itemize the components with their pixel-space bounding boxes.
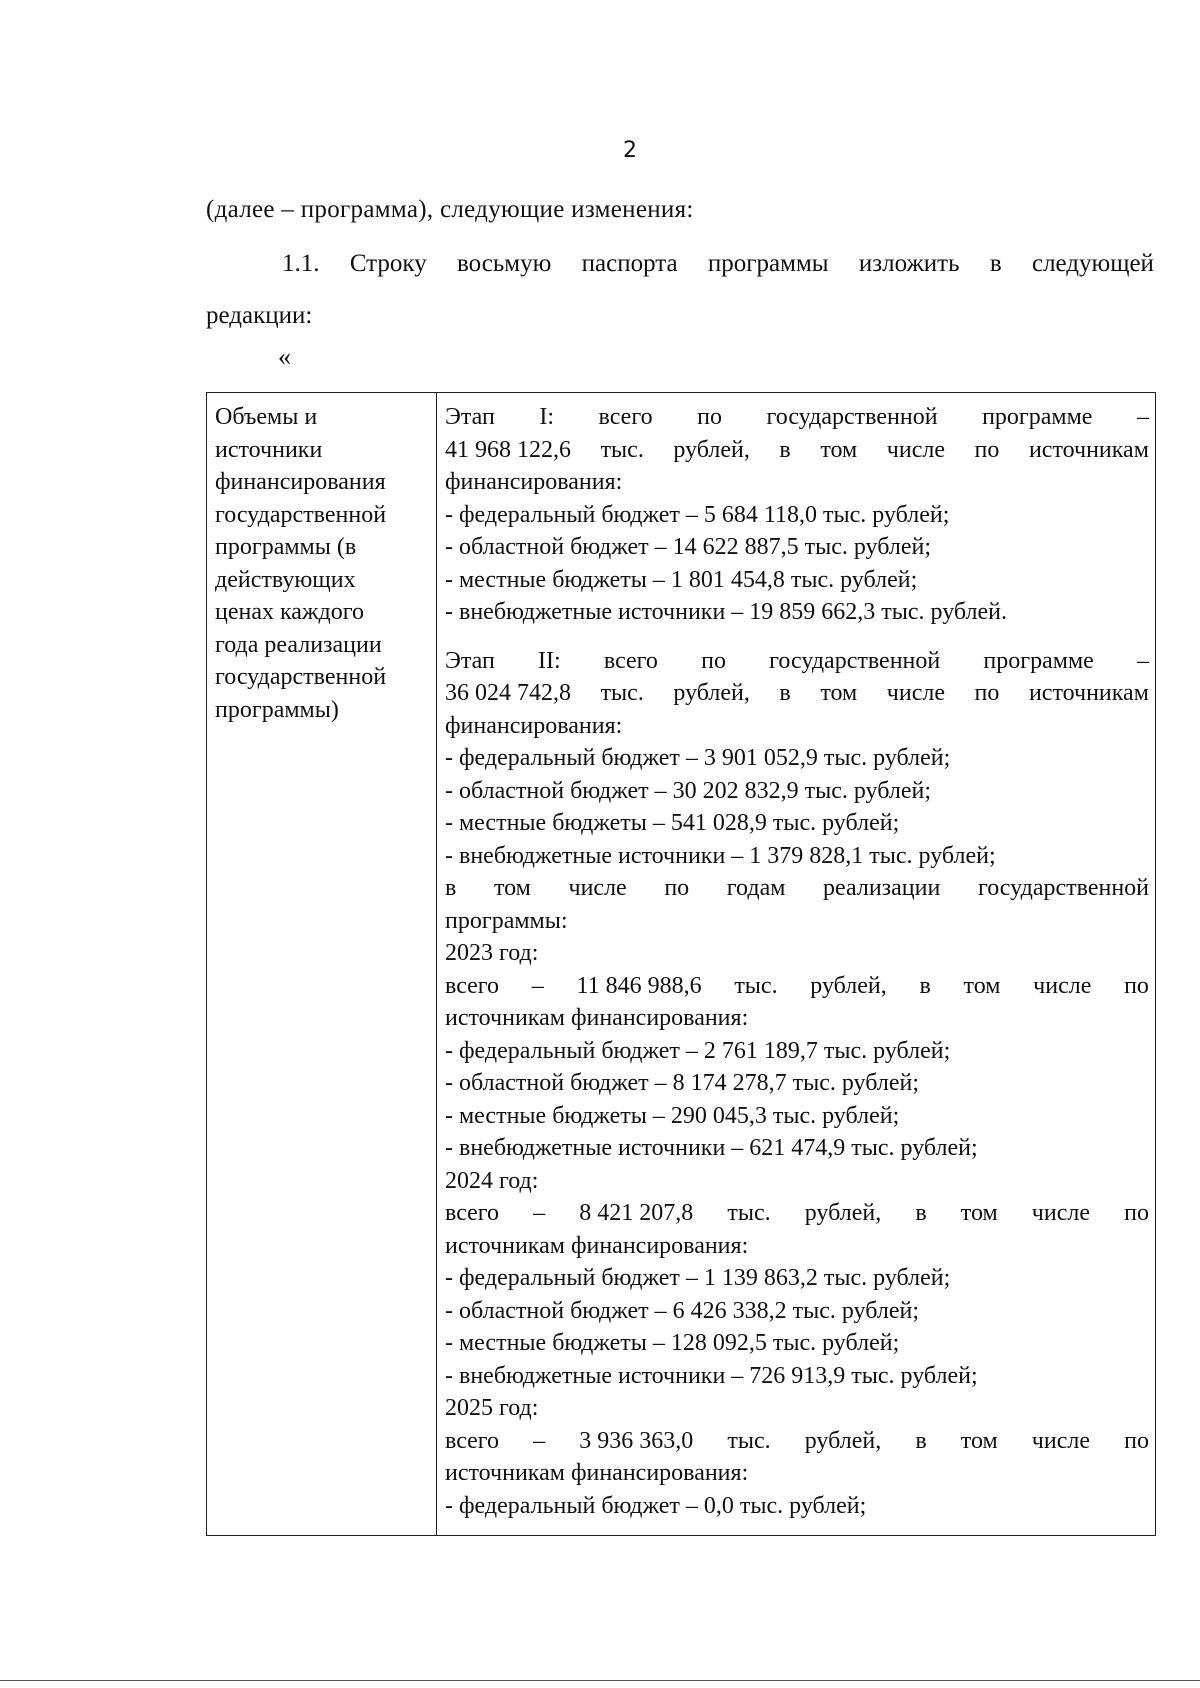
funding-item: - федеральный бюджет – 3 901 052,9 тыс. рублей; (445, 745, 951, 771)
word: всего (445, 1427, 500, 1454)
word: изложить (858, 250, 960, 277)
word: по (701, 647, 726, 674)
word: всего (445, 1200, 500, 1226)
text-line: финансирования: (445, 469, 623, 495)
year-label: 2024 год: (445, 1167, 539, 1194)
amendment-paragraph (206, 238, 1154, 342)
word: рублей, (810, 972, 887, 999)
label-line: государственной (215, 501, 387, 528)
word: I: (539, 404, 555, 430)
word: в (919, 972, 931, 999)
by-years-line (445, 872, 1149, 905)
word: том (960, 1200, 998, 1226)
word: государственной (977, 875, 1149, 901)
word: в (445, 875, 457, 901)
word: программы (707, 250, 829, 277)
word: тыс. (727, 1427, 771, 1454)
label-line: года реализации (215, 631, 382, 658)
word: годам (726, 875, 786, 901)
funding-item: - федеральный бюджет – 1 139 863,2 тыс. рублей; (445, 1265, 951, 1291)
word: паспорта (581, 250, 678, 277)
funding-item: - областной бюджет – 14 622 887,5 тыс. рублей; (445, 534, 931, 560)
funding-item: - федеральный бюджет – 5 684 118,0 тыс. рублей; (445, 501, 950, 528)
word: тыс. (600, 436, 644, 463)
page-number: 2 (623, 138, 637, 163)
word: в (779, 680, 791, 706)
word: рублей, (804, 1200, 882, 1226)
word: рублей, (673, 436, 750, 463)
word: числе (568, 875, 627, 901)
word: 11 846 988,6 (576, 972, 702, 999)
word: в (779, 436, 791, 463)
label-line: ценах каждого (215, 599, 364, 625)
year-total (445, 970, 1149, 1003)
stage2-total (445, 677, 1149, 710)
word: программе (982, 404, 1093, 430)
stage1-total (445, 434, 1149, 467)
word: числе (1033, 972, 1092, 999)
word: – (1136, 404, 1149, 430)
word: 3 936 363,0 (579, 1427, 694, 1454)
text-line: источникам финансирования: (445, 1460, 749, 1486)
word: тыс. (734, 972, 778, 999)
word: числе (886, 680, 945, 706)
funding-item: - местные бюджеты – 1 801 454,8 тыс. рублей; (445, 566, 918, 593)
spacer (445, 629, 1149, 645)
table-row-header-cell (207, 393, 437, 1535)
funding-item: - областной бюджет – 30 202 832,9 тыс. рублей; (445, 777, 931, 804)
word: государственной (769, 647, 941, 674)
word: программе (983, 647, 1094, 674)
word: том (820, 436, 858, 463)
word: рублей, (673, 680, 750, 706)
word: восьмую (457, 250, 552, 277)
word: по (974, 680, 1000, 706)
label-line: финансирования (215, 469, 386, 495)
paragraph-line-2: редакции: (206, 302, 313, 329)
label-line: Объемы и (215, 404, 318, 430)
word: в (915, 1200, 927, 1226)
word: всего (598, 404, 653, 430)
year-total (445, 1425, 1149, 1458)
word: по (1124, 1427, 1149, 1454)
open-quote: « (278, 342, 291, 371)
label-line: источники (215, 436, 323, 463)
word: – (531, 972, 544, 999)
word: – (1137, 647, 1149, 674)
word: тыс. (600, 680, 644, 706)
text-line: программы: (445, 907, 568, 934)
word: 41 968 122,6 (445, 436, 571, 463)
funding-item: - местные бюджеты – 128 092,5 тыс. рублей; (445, 1330, 900, 1356)
word: числе (1031, 1427, 1090, 1454)
word: по (697, 404, 722, 430)
word: Строку (349, 250, 427, 277)
label-line: государственной (215, 664, 387, 690)
word: числе (1031, 1200, 1090, 1226)
word: Этап (445, 647, 495, 674)
program-passport-table (206, 392, 1156, 1536)
word: по (1124, 972, 1149, 999)
word: 8 421 207,8 (579, 1200, 694, 1226)
text-line: источникам финансирования: (445, 1005, 749, 1031)
funding-item: - внебюджетные источники – 726 913,9 тыс. рублей; (445, 1362, 978, 1389)
funding-item: - внебюджетные источники – 19 859 662,3 тыс. рублей. (445, 599, 1008, 625)
stage2-heading (445, 645, 1149, 678)
word: в (915, 1427, 927, 1454)
funding-item: - местные бюджеты – 541 028,9 тыс. рублей; (445, 810, 900, 836)
word: рублей, (804, 1427, 882, 1454)
word: тыс. (727, 1200, 771, 1226)
funding-item: - федеральный бюджет – 2 761 189,7 тыс. рублей; (445, 1037, 951, 1064)
label-line: программы (в (215, 534, 357, 560)
stage1-heading (445, 401, 1149, 434)
word: всего (603, 647, 658, 674)
funding-item: - местные бюджеты – 290 045,3 тыс. рублей; (445, 1102, 900, 1129)
funding-item: - областной бюджет – 6 426 338,2 тыс. рублей; (445, 1297, 919, 1324)
word: в (989, 250, 1002, 277)
table-content-cell (437, 393, 1155, 1535)
word: числе (886, 436, 945, 463)
word: источникам (1028, 436, 1149, 463)
word: реализации (823, 875, 941, 901)
word: – (533, 1427, 546, 1454)
word: том (493, 875, 531, 901)
text-line: источникам финансирования: (445, 1232, 749, 1259)
year-label: 2023 год: (445, 940, 539, 966)
funding-item: - внебюджетные источники – 1 379 828,1 тыс. рублей; (445, 842, 996, 869)
word: следующей (1031, 250, 1154, 277)
word: II: (538, 647, 561, 674)
word: том (960, 1427, 998, 1454)
word: всего (445, 972, 500, 999)
word: источникам (1028, 680, 1149, 706)
word: 36 024 742,8 (445, 680, 571, 706)
funding-item: - областной бюджет – 8 174 278,7 тыс. рублей; (445, 1070, 919, 1096)
footer-rule (0, 1680, 1200, 1681)
word: по (664, 875, 690, 901)
word: 1.1. (282, 250, 320, 277)
word: по (974, 436, 1000, 463)
word: Этап (445, 404, 495, 430)
paragraph-line-1 (206, 238, 1154, 290)
text-line: финансирования: (445, 712, 623, 739)
funding-item: - федеральный бюджет – 0,0 тыс. рублей; (445, 1492, 867, 1519)
word: – (533, 1200, 546, 1226)
intro-line: (далее – программа), следующие изменения: (206, 196, 694, 223)
word: государственной (766, 404, 938, 430)
year-label: 2025 год: (445, 1395, 539, 1421)
label-line: действующих (215, 566, 356, 593)
label-line: программы) (215, 696, 339, 723)
funding-item: - внебюджетные источники – 621 474,9 тыс. рублей; (445, 1135, 978, 1161)
year-total (445, 1197, 1149, 1230)
word: том (820, 680, 858, 706)
word: по (1124, 1200, 1149, 1226)
word: том (963, 972, 1001, 999)
